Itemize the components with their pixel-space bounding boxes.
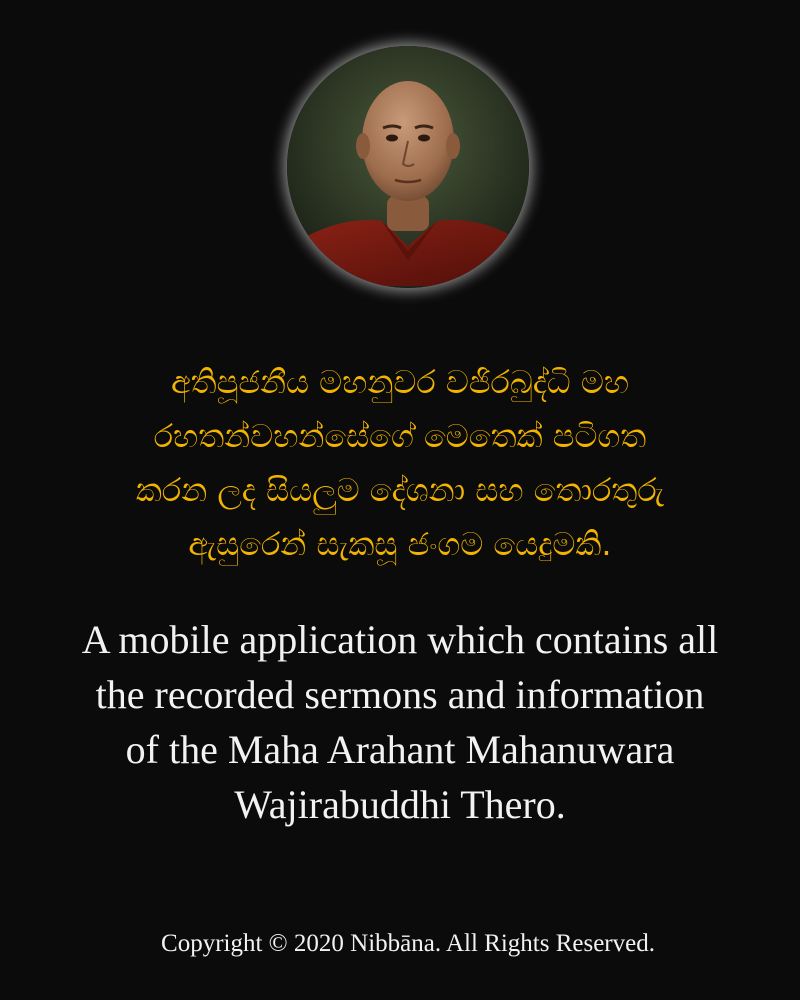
sinhala-description: [40, 355, 760, 571]
sinhala-description-line: ඇසුරෙන් සැකසූ ජංගම යෙදුමකි.: [188, 525, 612, 563]
english-description-line: Wajirabuddhi Thero.: [234, 782, 566, 827]
sinhala-description-line: කරන ලද සියලුම දේශනා සහ තොරතුරු: [135, 471, 665, 509]
english-description-line: of the Maha Arahant Mahanuwara: [125, 727, 675, 772]
thero-portrait: [287, 46, 529, 288]
copyright-footer: Copyright © 2020 Nibbāna. All Rights Reserved.: [161, 930, 655, 957]
english-description-line: A mobile application which contains all: [81, 617, 719, 662]
english-description-line: the recorded sermons and information: [95, 672, 705, 717]
sinhala-description-line: රහතන්වහන්සේගේ මෙතෙක් පටිගත: [153, 417, 647, 455]
sinhala-description-line: අතිපූජනීය මහනුවර වජිරබුද්ධි මහ: [170, 363, 630, 401]
monk-portrait-icon: [287, 46, 529, 288]
english-description: [30, 612, 770, 832]
